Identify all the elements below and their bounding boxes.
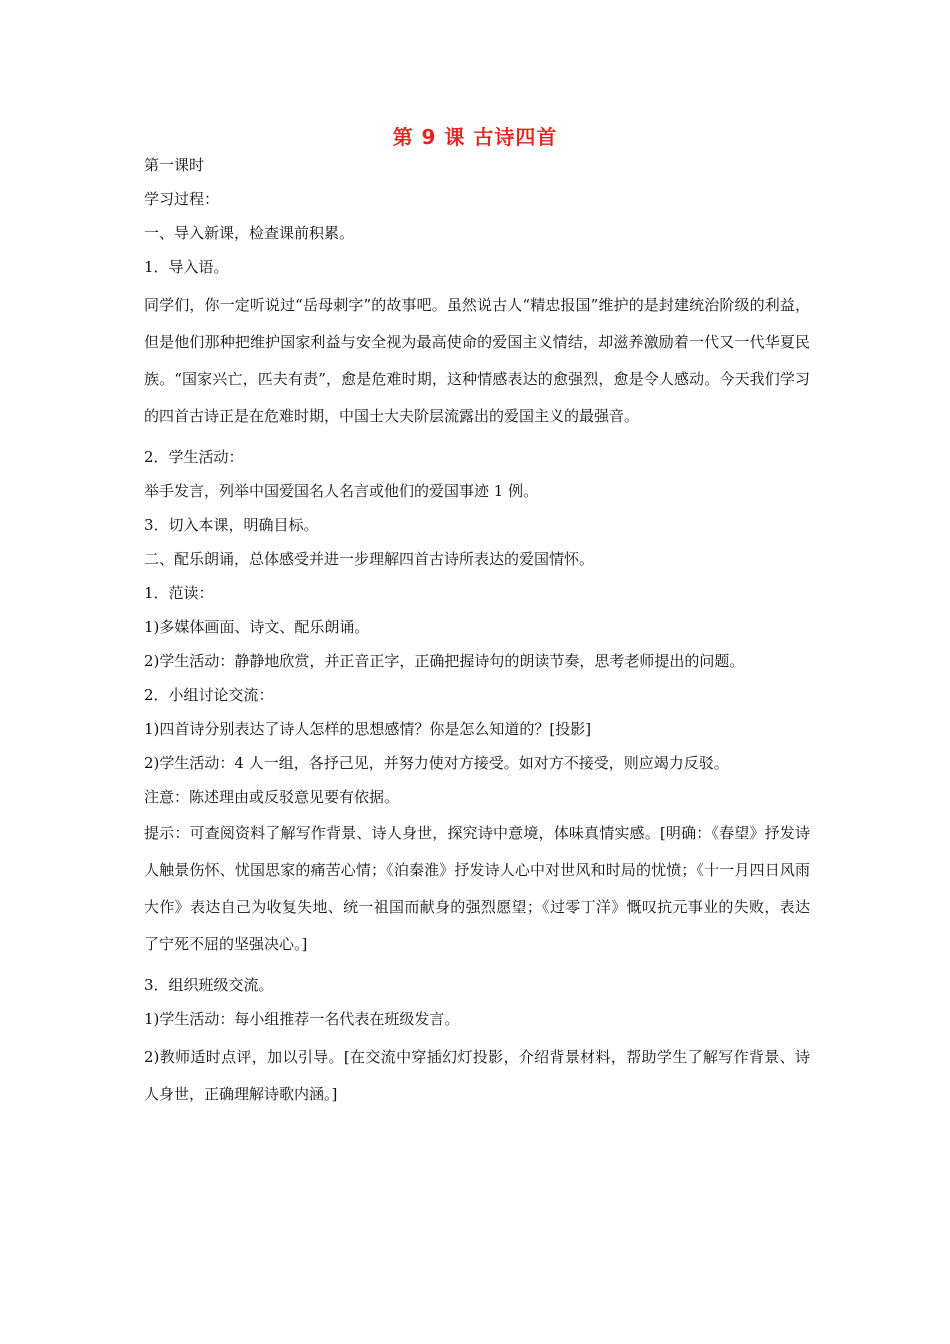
text-line: 1．范读： — [144, 584, 214, 602]
text-line: 学习过程： — [144, 190, 220, 208]
text-line: 一、导入新课，检查课前积累。 — [144, 224, 355, 242]
text-line: 1．导入语。 — [144, 258, 229, 276]
text-line: 2)学生活动：静静地欣赏，并正音正字，正确把握诗句的朗读节奏，思考老师提出的问题。 — [144, 652, 745, 670]
lesson-title: 第 9 课 古诗四首 — [392, 125, 558, 149]
text-line: 1)多媒体画面、诗文、配乐朗诵。 — [144, 618, 370, 636]
document-body — [144, 148, 810, 1118]
text-line: 二、配乐朗诵，总体感受并进一步理解四首古诗所表达的爱国情怀。 — [144, 550, 595, 568]
text-line: 2)学生活动：4 人一组，各抒己见，并努力使对方接受。如对方不接受，则应竭力反驳。 — [144, 754, 729, 772]
text-line: 2．小组讨论交流： — [144, 686, 274, 704]
text-line: 注意：陈述理由或反驳意见要有依据。 — [144, 788, 400, 806]
text-line: 举手发言，列举中国爱国名人名言或他们的爱国事迹 1 例。 — [144, 482, 539, 500]
text-line: 3．切入本课，明确目标。 — [144, 516, 319, 534]
hint-paragraph: 提示：可查阅资料了解写作背景、诗人身世，探究诗中意境，体味真情实感。[明确：《春望》抒发诗人触景伤怀、忧国思家的痛苦心情；《泊秦淮》抒发诗人心中对世风和时局的忧愤；《十一月四日风雨大作》表达自己为收复失地、统一祖国而献身的强烈愿望；《过零丁洋》慨叹抗元事业的失败，表达了宁死不屈的坚强决心。] — [144, 824, 810, 953]
text-line: 3．组织班级交流。 — [144, 976, 274, 994]
text-line: 2．学生活动： — [144, 448, 244, 466]
text-line: 1)学生活动：每小组推荐一名代表在班级发言。 — [144, 1010, 460, 1028]
intro-paragraph: 同学们，你一定听说过“岳母刺字”的故事吧。虽然说古人“精忠报国”维护的是封建统治阶级的利益，但是他们那种把维护国家利益与安全视为最高使命的爱国主义情结，却滋养激励着一代又一代华夏民族。“国家兴亡，匹夫有责”，愈是危难时期，这种情感表达的愈强烈，愈是令人感动。今天我们学习的四首古诗正是在危难时期，中国士大夫阶层流露出的爱国主义的最强音。 — [144, 296, 810, 425]
closing-paragraph: 2)教师适时点评，加以引导。[在交流中穿插幻灯投影，介绍背景材料，帮助学生了解写作背景、诗人身世，正确理解诗歌内涵。] — [144, 1048, 810, 1103]
text-line: 第一课时 — [144, 156, 205, 174]
text-line: 1)四首诗分别表达了诗人怎样的思想感情？你是怎么知道的？[投影] — [144, 720, 592, 738]
